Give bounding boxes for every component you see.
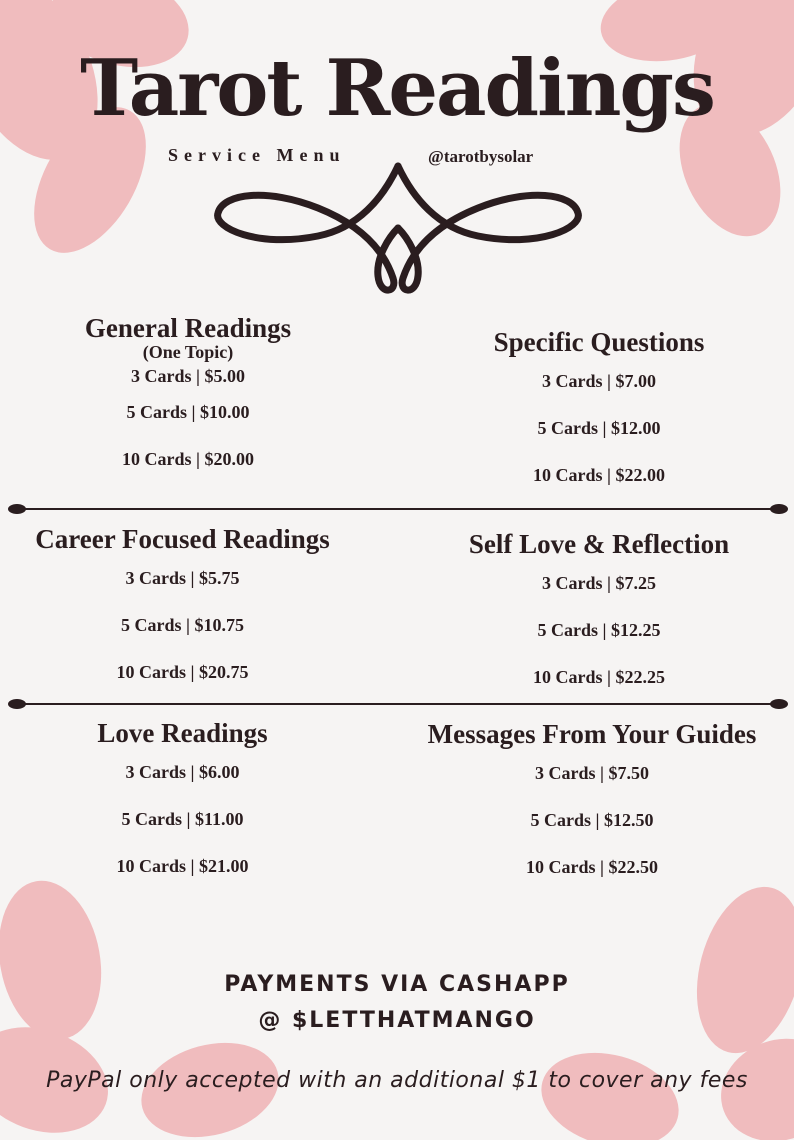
price-item: 3 Cards | $6.00 xyxy=(125,762,240,783)
price-item: 10 Cards | $21.00 xyxy=(116,856,249,877)
service-menu-subtitle: Service Menu xyxy=(168,145,346,165)
price-item: 10 Cards | $20.75 xyxy=(116,662,249,683)
flower-top-right-decoration xyxy=(560,0,794,280)
paypal-note: PayPal only accepted with an additional $1 to cover any fees xyxy=(46,1068,748,1093)
section-title: Career Focused Readings xyxy=(35,524,330,554)
price-item: 3 Cards | $7.00 xyxy=(542,371,656,392)
page-title: Tarot Readings xyxy=(80,43,714,134)
section-title: Specific Questions xyxy=(493,327,705,357)
section-self-love-reflection xyxy=(440,528,758,701)
infinity-ornament-icon xyxy=(208,158,588,298)
section-title: General Readings xyxy=(84,313,292,343)
section-divider xyxy=(10,508,786,510)
section-title: Love Readings xyxy=(97,718,268,748)
section-career-focused-readings xyxy=(10,523,355,696)
price-item: 3 Cards | $7.25 xyxy=(542,573,656,594)
social-handle: @tarotbysolar xyxy=(428,147,534,166)
price-item: 5 Cards | $12.50 xyxy=(530,810,654,831)
section-love-readings xyxy=(10,717,355,890)
price-item: 3 Cards | $5.00 xyxy=(131,366,245,387)
price-item: 10 Cards | $22.00 xyxy=(533,465,665,486)
price-item: 10 Cards | $22.50 xyxy=(526,857,658,878)
price-item: 5 Cards | $10.00 xyxy=(126,402,250,423)
section-title: Messages From Your Guides xyxy=(427,719,757,749)
price-item: 10 Cards | $20.00 xyxy=(122,449,254,470)
section-specific-questions xyxy=(440,326,758,499)
section-divider xyxy=(10,703,786,705)
price-item: 3 Cards | $7.50 xyxy=(535,763,649,784)
price-item: 3 Cards | $5.75 xyxy=(125,568,240,589)
cashapp-handle: @ $LETTHATMANGO xyxy=(258,1008,536,1033)
price-item: 5 Cards | $12.00 xyxy=(537,418,661,439)
payment-method-line: PAYMENTS VIA CASHAPP xyxy=(224,972,570,997)
flower-top-left-decoration xyxy=(0,0,230,280)
price-item: 5 Cards | $10.75 xyxy=(121,615,244,636)
price-item: 10 Cards | $22.25 xyxy=(533,667,665,688)
price-item: 5 Cards | $11.00 xyxy=(121,809,244,830)
price-item: 5 Cards | $12.25 xyxy=(537,620,661,641)
section-messages-from-your-guides xyxy=(396,718,788,891)
section-title: Self Love & Reflection xyxy=(468,529,730,559)
section-note: (One Topic) xyxy=(142,342,234,363)
section-general-readings xyxy=(30,312,346,483)
